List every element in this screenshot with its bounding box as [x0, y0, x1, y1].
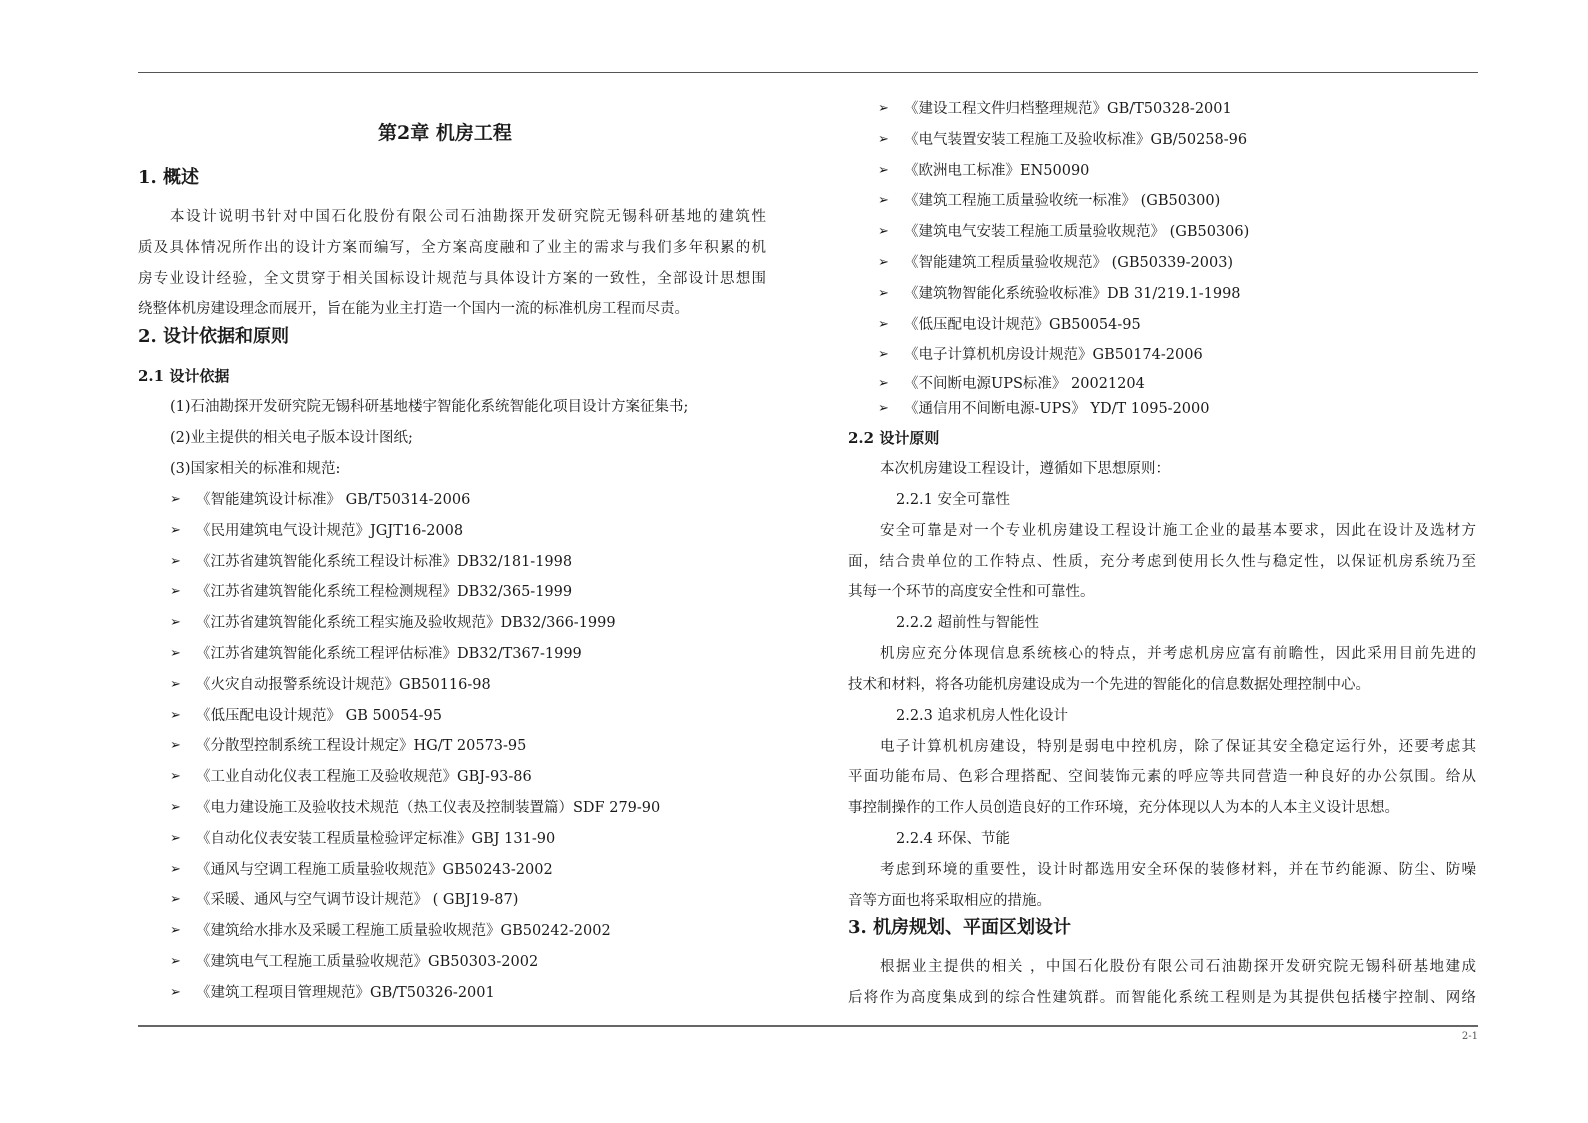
- standard-item: 《分散型控制系统工程设计规定》HG/T 20573-95: [196, 738, 527, 755]
- arrow-bullet-icon: ➢: [170, 584, 181, 600]
- arrow-bullet-icon: ➢: [878, 224, 889, 239]
- arrow-bullet-icon: ➢: [170, 553, 181, 569]
- arrow-bullet-icon: ➢: [170, 923, 181, 939]
- arrow-bullet-icon: ➢: [170, 769, 181, 785]
- arrow-bullet-icon: ➢: [878, 376, 889, 391]
- para-line: 安全可靠是对一个专业机房建设工程设计施工企业的最基本要求，因此在设计及选材方: [880, 523, 1476, 539]
- standard-item: 《江苏省建筑智能化系统工程实施及验收规范》DB32/366-1999: [196, 615, 616, 632]
- standard-item: 《通信用不间断电源-UPS》 YD/T 1095-2000: [904, 401, 1210, 417]
- para-line: 电子计算机机房建设，特别是弱电中控机房，除了保证其安全稳定运行外，还要考虑其: [880, 739, 1476, 755]
- standard-item: 《不间断电源UPS标准》 20021204: [904, 376, 1145, 392]
- standard-item: 《电力建设施工及验收技术规范（热工仪表及控制装置篇）SDF 279-90: [196, 800, 661, 816]
- para-line: 房专业设计经验，全文贯穿于相关国标设计规范与具体设计方案的一致性，全部设计思想围: [138, 271, 766, 287]
- standard-item: 《欧洲电工标准》EN50090: [904, 163, 1090, 179]
- principle-heading: 2.2.3 追求机房人性化设计: [896, 708, 1069, 724]
- arrow-bullet-icon: ➢: [170, 738, 181, 754]
- arrow-bullet-icon: ➢: [878, 255, 889, 270]
- arrow-bullet-icon: ➢: [170, 984, 181, 1000]
- arrow-bullet-icon: ➢: [170, 676, 181, 692]
- arrow-bullet-icon: ➢: [878, 317, 889, 332]
- arrow-bullet-icon: ➢: [878, 286, 889, 301]
- section-1-heading: 1. 概述: [138, 167, 200, 188]
- principle-heading: 2.2.2 超前性与智能性: [896, 615, 1040, 631]
- arrow-bullet-icon: ➢: [170, 954, 181, 969]
- standard-item: 《自动化仪表安装工程质量检验评定标准》GBJ 131-90: [196, 830, 556, 847]
- standard-item: 《建筑电气工程施工质量验收规范》GB50303-2002: [196, 954, 539, 970]
- standard-item: 《建筑电气安装工程施工质量验收规范》 (GB50306): [904, 224, 1250, 240]
- section-2-heading: 2. 设计依据和原则: [138, 326, 290, 347]
- arrow-bullet-icon: ➢: [878, 132, 889, 147]
- standard-item: 《建筑物智能化系统验收标准》DB 31/219.1-1998: [904, 286, 1241, 302]
- arrow-bullet-icon: ➢: [170, 615, 181, 631]
- principle-heading: 2.2.4 环保、节能: [896, 831, 1011, 847]
- para-line: 后将作为高度集成到的综合性建筑群。而智能化系统工程则是为其提供包括楼宇控制、网络: [848, 990, 1476, 1006]
- standard-item: 《工业自动化仪表工程施工及验收规范》GBJ-93-86: [196, 769, 532, 786]
- arrow-bullet-icon: ➢: [170, 861, 181, 877]
- para-line: 机房应充分体现信息系统核心的特点，并考虑机房应富有前瞻性，因此采用目前先进的: [880, 646, 1476, 662]
- para-line: 事控制操作的工作人员创造良好的工作环境，充分体现以人为本的人本主义设计思想。: [848, 800, 1399, 816]
- standard-item: 《建筑给水排水及采暖工程施工质量验收规范》GB50242-2002: [196, 923, 611, 940]
- arrow-bullet-icon: ➢: [170, 492, 181, 507]
- para-line: 考虑到环境的重要性，设计时都选用安全环保的装修材料，并在节约能源、防尘、防噪: [880, 862, 1476, 878]
- para-line: 根据业主提供的相关 ，中国石化股份有限公司石油勘探开发研究院无锡科研基地建成: [880, 959, 1476, 975]
- principle-heading: 2.2.1 安全可靠性: [896, 492, 1011, 508]
- standard-item: 《江苏省建筑智能化系统工程评估标准》DB32/T367-1999: [196, 646, 582, 662]
- standard-item: 《江苏省建筑智能化系统工程检测规程》DB32/365-1999: [196, 584, 573, 601]
- standard-item: 《民用建筑电气设计规范》JGJT16-2008: [196, 522, 464, 539]
- para-line: 质及具体情况所作出的设计方案而编写，全方案高度融和了业主的需求与我们多年积累的机: [138, 240, 766, 256]
- para-line: 技术和材料，将各功能机房建设成为一个先进的智能化的信息数据处理控制中心。: [848, 677, 1370, 693]
- standard-item: 《通风与空调工程施工质量验收规范》GB50243-2002: [196, 861, 553, 878]
- basis-item: (3)国家相关的标准和规范:: [170, 461, 341, 477]
- para-line: 其每一个环节的高度安全性和可靠性。: [848, 584, 1095, 600]
- para-line: 面，结合贵单位的工作特点、性质，充分考虑到使用长久性与稳定性，以保证机房系统乃至: [848, 554, 1476, 570]
- standard-item: 《火灾自动报警系统设计规范》GB50116-98: [196, 676, 491, 693]
- arrow-bullet-icon: ➢: [878, 401, 889, 416]
- arrow-bullet-icon: ➢: [170, 800, 181, 815]
- standard-item: 《建筑工程项目管理规范》GB/T50326-2001: [196, 984, 495, 1001]
- arrow-bullet-icon: ➢: [170, 830, 181, 846]
- arrow-bullet-icon: ➢: [878, 101, 889, 116]
- standard-item: 《电子计算机机房设计规范》GB50174-2006: [904, 347, 1203, 363]
- standard-item: 《建筑工程施工质量验收统一标准》 (GB50300): [904, 193, 1221, 209]
- arrow-bullet-icon: ➢: [170, 892, 181, 908]
- para-line: 平面功能布局、色彩合理搭配、空间装饰元素的呼应等共同营造一种良好的办公氛围。给从: [848, 769, 1476, 785]
- principles-intro: 本次机房建设工程设计，遵循如下思想原则：: [880, 461, 1170, 477]
- arrow-bullet-icon: ➢: [878, 163, 889, 178]
- standard-item: 《江苏省建筑智能化系统工程设计标准》DB32/181-1998: [196, 553, 573, 570]
- arrow-bullet-icon: ➢: [170, 707, 181, 723]
- standard-item: 《电气装置安装工程施工及验收标准》GB/50258-96: [904, 132, 1248, 148]
- standard-item: 《采暖、通风与空气调节设计规范》 ( GBJ19-87): [196, 892, 519, 909]
- section-2-1-heading: 2.1 设计依据: [138, 367, 230, 385]
- arrow-bullet-icon: ➢: [170, 522, 181, 538]
- page-number: 2-1: [1461, 1031, 1478, 1042]
- arrow-bullet-icon: ➢: [878, 347, 889, 362]
- para-line: 音等方面也将采取相应的措施。: [848, 893, 1051, 909]
- standard-item: 《建设工程文件归档整理规范》GB/T50328-2001: [904, 101, 1232, 117]
- header-rule: [138, 72, 1478, 73]
- arrow-bullet-icon: ➢: [878, 193, 889, 208]
- section-3-heading: 3. 机房规划、平面区划设计: [848, 917, 1072, 938]
- para-line: 绕整体机房建设理念而展开，旨在能为业主打造一个国内一流的标准机房工程而尽责。: [138, 301, 689, 317]
- standard-item: 《低压配电设计规范》 GB 50054-95: [196, 707, 442, 724]
- basis-item: (1)石油勘探开发研究院无锡科研基地楼宇智能化系统智能化项目设计方案征集书;: [170, 399, 689, 415]
- standard-item: 《智能建筑设计标准》 GB/T50314-2006: [196, 492, 471, 508]
- arrow-bullet-icon: ➢: [170, 646, 181, 661]
- section-2-2-heading: 2.2 设计原则: [848, 429, 940, 447]
- standard-item: 《低压配电设计规范》GB50054-95: [904, 317, 1141, 333]
- chapter-title: 第2章 机房工程: [378, 122, 512, 144]
- para-line: 本设计说明书针对中国石化股份有限公司石油勘探开发研究院无锡科研基地的建筑性: [170, 209, 766, 225]
- footer-rule: [138, 1025, 1478, 1027]
- basis-item: (2)业主提供的相关电子版本设计图纸;: [170, 430, 413, 446]
- standard-item: 《智能建筑工程质量验收规范》 (GB50339-2003): [904, 255, 1234, 271]
